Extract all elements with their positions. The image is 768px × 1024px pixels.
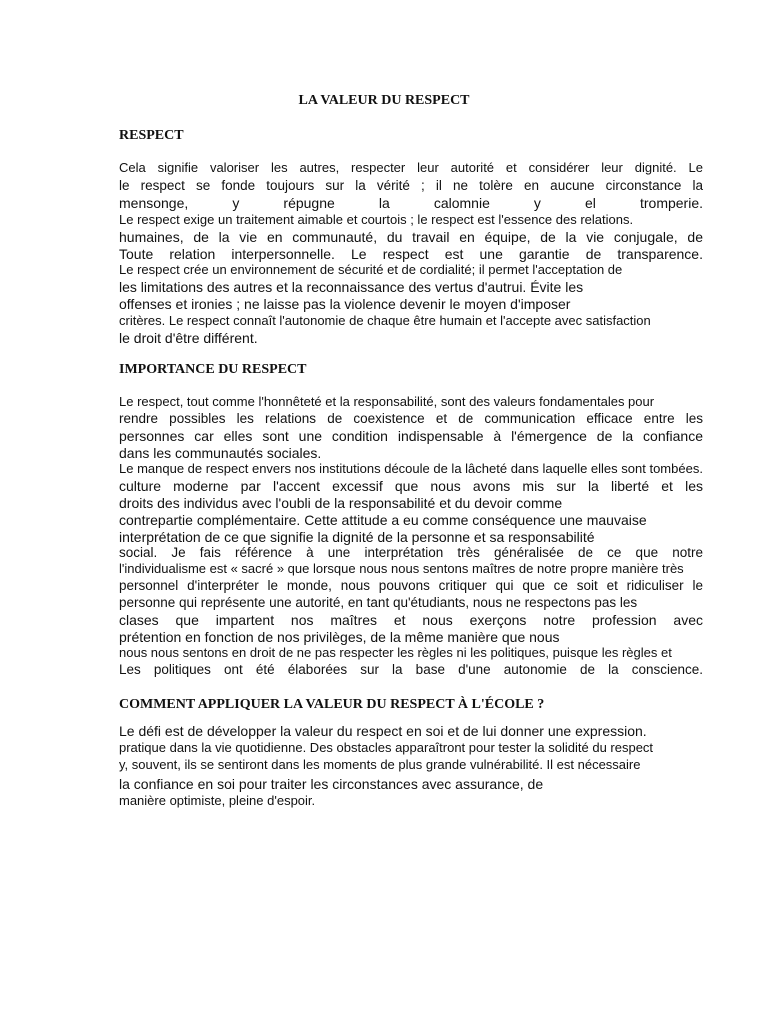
section-heading-respect: RESPECT <box>119 128 184 143</box>
paragraph-line: Le respect crée un environnement de sécurité et de cordialité; il permet l'acceptation de <box>119 262 623 277</box>
paragraph-line: Le défi est de développer la valeur du respect en soi et de lui donner une expression. <box>119 723 647 739</box>
paragraph-line: Le respect, tout comme l'honnêteté et la responsabilité, sont des valeurs fondamentales pour <box>119 394 655 409</box>
paragraph-line: clases que impartent nos maîtres et nous exerçons notre profession avec <box>119 612 703 628</box>
paragraph-line: offenses et ironies ; ne laisse pas la violence devenir le moyen d'imposer <box>119 296 571 312</box>
paragraph-line: rendre possibles les relations de coexistence et de communication efficace entre les <box>119 411 703 426</box>
paragraph-line: interprétation de ce que signifie la dignité de la personne et sa responsabilité <box>119 529 595 545</box>
paragraph-line: la confiance en soi pour traiter les circonstances avec assurance, de <box>119 776 544 792</box>
paragraph-line: droits des individus avec l'oubli de la responsabilité et du devoir comme <box>119 495 563 511</box>
paragraph-line: manière optimiste, pleine d'espoir. <box>119 793 316 808</box>
paragraph-line: culture moderne par l'accent excessif que nous avons mis sur la liberté et les <box>119 478 703 494</box>
paragraph-line: personnes car elles sont une condition indispensable à l'émergence de la confiance <box>119 428 703 444</box>
paragraph-line: Le respect exige un traitement aimable et courtois ; le respect est l'essence des relations. <box>119 212 634 227</box>
section-heading-apply: COMMENT APPLIQUER LA VALEUR DU RESPECT À L'ÉCOLE ? <box>119 697 545 712</box>
paragraph-line: Cela signifie valoriser les autres, respecter leur autorité et considérer leur dignité. Le <box>119 160 703 175</box>
paragraph-line: Toute relation interpersonnelle. Le respect est une garantie de transparence. <box>119 246 703 262</box>
paragraph-line: Les politiques ont été élaborées sur la base d'une autonomie de la conscience. <box>119 662 703 677</box>
paragraph-line: Le manque de respect envers nos institutions découle de la lâcheté dans laquelle elles sont tombées. <box>119 461 703 476</box>
paragraph-line: prétention en fonction de nos privilèges, de la même manière que nous <box>119 629 560 645</box>
paragraph-line: critères. Le respect connaît l'autonomie de chaque être humain et l'accepte avec satisfaction <box>119 313 651 328</box>
document-title: LA VALEUR DU RESPECT <box>298 93 470 108</box>
paragraph-line: y, souvent, ils se sentiront dans les moments de plus grande vulnérabilité. Il est nécessaire <box>119 757 641 772</box>
section-heading-importance: IMPORTANCE DU RESPECT <box>119 362 307 377</box>
paragraph-line: l'individualisme est « sacré » que lorsque nous nous sentons maîtres de notre propre manière très <box>119 561 684 576</box>
paragraph-line: le respect se fonde toujours sur la vérité ; il ne tolère en aucune circonstance la <box>119 178 703 193</box>
paragraph-line: social. Je fais référence à une interprétation très généralisée de ce que notre <box>119 545 703 560</box>
paragraph-line: mensonge, y répugne la calomnie y el tromperie. <box>119 195 703 211</box>
paragraph-line: les limitations des autres et la reconnaissance des vertus d'autrui. Évite les <box>119 279 584 295</box>
paragraph-line: le droit d'être différent. <box>119 330 258 346</box>
paragraph-line: personne qui représente une autorité, en tant qu'étudiants, nous ne respectons pas les <box>119 595 638 610</box>
paragraph-line: humaines, de la vie en communauté, du travail en équipe, de la vie conjugale, de <box>119 229 703 245</box>
paragraph-line: dans les communautés sociales. <box>119 445 322 461</box>
paragraph-line: personnel d'interpréter le monde, nous pouvons critiquer qui que ce soit et ridiculiser le <box>119 578 703 593</box>
paragraph-line: nous nous sentons en droit de ne pas respecter les règles ni les politiques, puisque les règles et <box>119 645 672 660</box>
paragraph-line: contrepartie complémentaire. Cette attitude a eu comme conséquence une mauvaise <box>119 512 647 528</box>
paragraph-line: pratique dans la vie quotidienne. Des obstacles apparaîtront pour tester la solidité du respect <box>119 740 654 755</box>
